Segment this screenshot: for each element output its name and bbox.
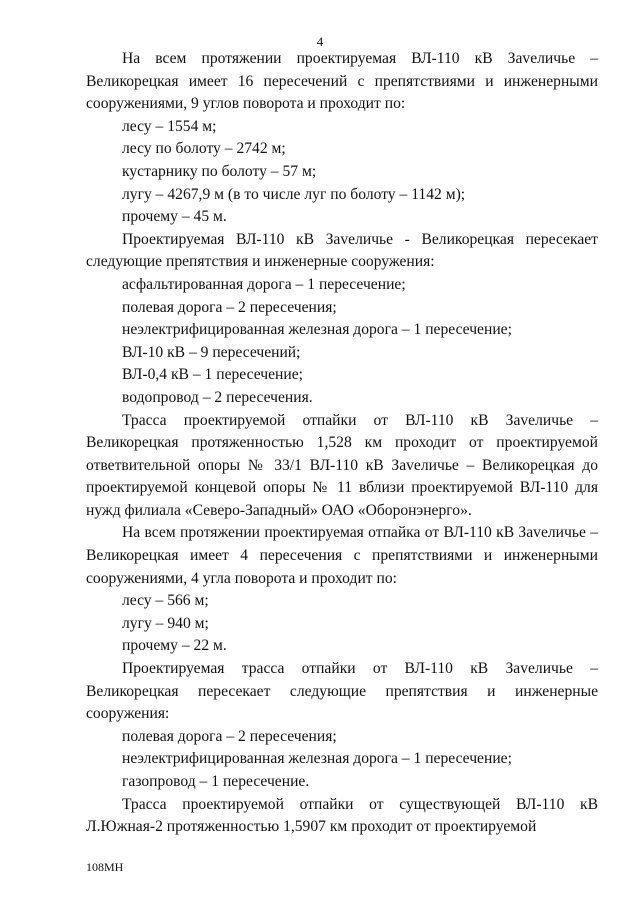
list-item: полевая дорога – 2 пересечения;	[122, 298, 337, 316]
paragraph-branch-route: Трасса проектируемой отпайки от ВЛ-110 кВ Заveличье – Великорецкая протяженностью 1,528 км проходит от проектируемой ответвительной опоры № 33/1 ВЛ-110 кВ Заveличье – Великорецкая до проектируемой концевой опоры № 11 вблизи проектируемой ВЛ-110 для нужд филиала «Северо-Западный» ОАО «Оборонэнерго».	[86, 411, 598, 519]
list-item: газопровод – 1 пересечение.	[122, 773, 310, 790]
list-item: ВЛ-10 кВ – 9 пересечений;	[122, 343, 301, 361]
document-code: 108МН	[86, 860, 124, 874]
list-item: кустарнику по болоту – 57 м;	[122, 162, 317, 180]
paragraph-second-branch-route: Трасса проектируемой отпайки от существующей ВЛ-110 кВ Л.Южная-2 протяженностью 1,5907 км проходит от проектируемой	[86, 795, 598, 836]
list-item: асфальтированная дорога – 1 пересечение;	[122, 275, 406, 293]
list-item: неэлектрифицированная железная дорога – 1 пересечение;	[122, 750, 512, 768]
list-item: водопровод – 2 пересечения.	[122, 388, 313, 406]
list-item: неэлектрифицированная железная дорога – 1 пересечение;	[122, 321, 512, 339]
list-item: лугу – 4267,9 м (в то числе луг по болоту – 1142 м);	[122, 185, 466, 203]
list-item: прочему – 45 м.	[122, 208, 227, 226]
list-item: лесу – 1554 м;	[122, 117, 217, 135]
list-item: лесу по болоту – 2742 м;	[122, 140, 286, 158]
list-item: лесу – 566 м;	[122, 592, 209, 610]
page-number: 4	[316, 34, 324, 49]
list-item: ВЛ-0,4 кВ – 1 пересечение;	[122, 366, 303, 384]
list-item: прочему – 22 м.	[122, 637, 227, 655]
list-item: полевая дорога – 2 пересечения;	[122, 727, 337, 745]
list-item: лугу – 940 м;	[122, 614, 209, 632]
document-body	[86, 48, 598, 839]
paragraph-branch-overview: На всем протяжении проектируемая отпайка от ВЛ-110 кВ Заveличье – Великорецкая имеет 4 пересечения с препятствиями и инженерными сооружениями, 4 угла поворота и проходит по:	[86, 524, 598, 587]
paragraph-branch-crossings-intro: Проектируемая трасса отпайки от ВЛ-110 кВ Заveличье – Великорецкая пересекает следующие препятствия и инженерные сооружения:	[86, 660, 598, 723]
paragraph-crossings-intro: Проектируемая ВЛ-110 кВ Заveличье - Великорецкая пересекает следующие препятствия и инженерные сооружения:	[86, 230, 598, 271]
paragraph-route-overview: На всем протяжении проектируемая ВЛ-110 кВ Заveличье – Великорецкая имеет 16 пересечений с препятствиями и инженерными сооружениями, 9 углов поворота и проходит по:	[86, 50, 598, 113]
